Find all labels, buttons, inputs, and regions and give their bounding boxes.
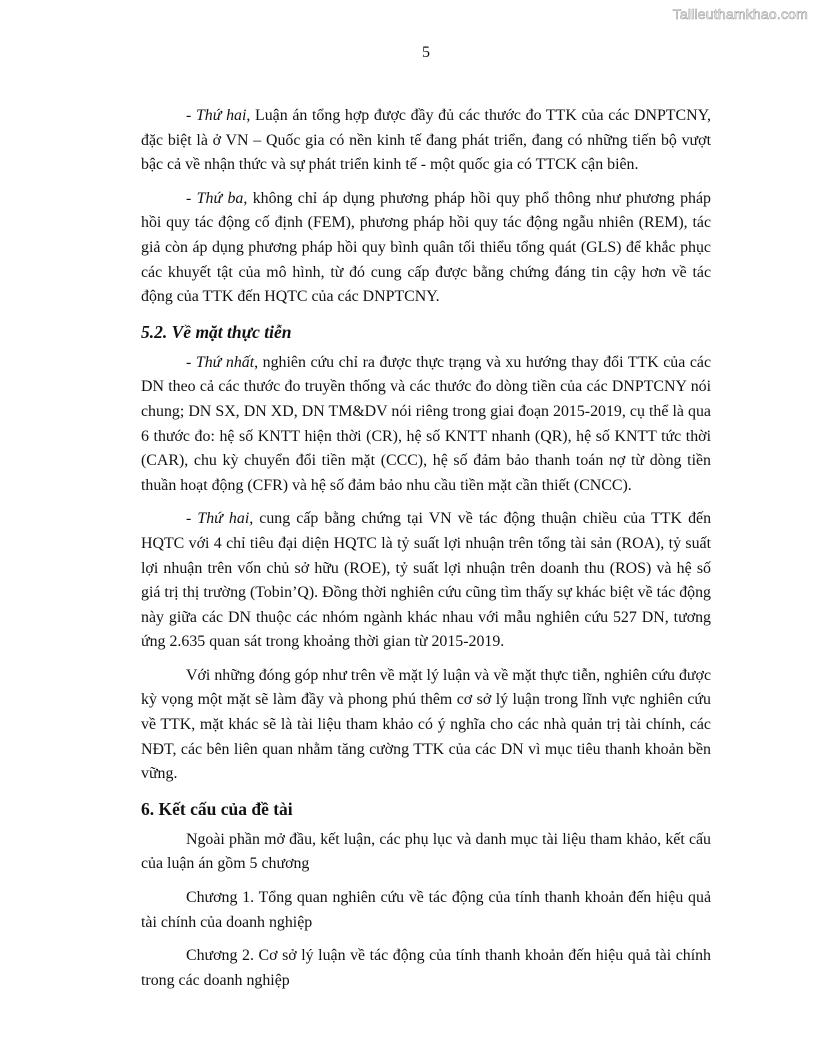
paragraph-thu-nhat: - Thứ nhất, nghiên cứu chỉ ra được thực trạng và xu hướng thay đổi TTK của các DN theo cả các thước đo truyền thống và các thước đo dòng tiền của các DNPTCNY nói chung; DN SX, DN XD, DN TM&DV nói riêng trong giai đoạn 2015-2019, cụ thể là qua 6 thước đo: hệ số KNTT hiện thời (CR), hệ số KNTT nhanh (QR), hệ số KNTT tức thời (CAR), chu kỳ chuyển đổi tiền mặt (CCC), hệ số đảm bảo thanh toán nợ từ dòng tiền thuần hoạt động (CFR) và hệ số đảm bảo nhu cầu tiền mặt cần thiết (CNCC). [141, 353, 711, 494]
paragraph-ket-cau: Ngoài phần mở đầu, kết luận, các phụ lục và danh mục tài liệu tham khảo, kết cấu của luận án gồm 5 chương [141, 830, 711, 873]
paragraph-lead: Thứ nhất [195, 353, 255, 371]
paragraph-lead: Thứ hai [195, 107, 247, 124]
paragraph-lead: Thứ ba [196, 189, 244, 207]
paragraph-text: , không chỉ áp dụng phương pháp hồi quy phổ thông như phương pháp hồi quy tác động cố định (FEM), phương pháp hồi quy tác động ngẫu nhiên (REM), tác giả còn áp dụng phương pháp hồi quy bình quân tối thiểu tổng quát (GLS) để khắc phục các khuyết tật của mô hình, từ đó cung cấp được bằng chứng đáng tin cậy hơn về tác động của TTK đến HQTC của các DNPTCNY. [141, 189, 711, 306]
paragraph-text: cung cấp bằng chứng tại VN về tác động thuận chiều của TTK đến HQTC với 4 chỉ tiêu đại diện HQTC là tỷ suất lợi nhuận trên tổng tài sản (ROA), tỷ suất lợi nhuận trên vốn chủ sở hữu (ROE), tỷ suất lợi nhuận trên doanh thu (ROS) và hệ số giá trị thị trường (Tobin’Q). Đồng thời nghiên cứu cũng tìm thấy sự khác biệt về tác động này giữa các DN thuộc các nhóm ngành khác nhau với mẫu nghiên cứu 527 DN, tương ứng 2.635 quan sát trong khoảng thời gian từ 2015-2019. [141, 510, 712, 651]
paragraph-chuong-2: Chương 2. Cơ sở lý luận về tác động của tính thanh khoản đến hiệu quả tài chính trong các doanh nghiệp [141, 947, 711, 989]
page-number: 5 [422, 44, 430, 61]
paragraph-chuong-1: Chương 1. Tổng quan nghiên cứu về tác động của tính thanh khoản đến hiệu quả tài chính của doanh nghiệp [141, 889, 711, 931]
paragraph-thu-hai-ly-luan: - Thứ hai, Luận án tổng hợp được đầy đủ các thước đo TTK của các DNPTCNY, đặc biệt là ở VN – Quốc gia có nền kinh tế đang phát triển, đang có những tiến bộ vượt bậc cả về nhận thức và sự phát triển kinh tế - một quốc gia có TTCK cận biên. [141, 107, 711, 174]
paragraph-dong-gop: Với những đóng góp như trên về mặt lý luận và về mặt thực tiễn, nghiên cứu được kỳ vọng một mặt sẽ làm đầy và phong phú thêm cơ sở lý luận trong lĩnh vực nghiên cứu về TTK, mặt khác sẽ là tài liệu tham khảo có ý nghĩa cho các nhà quản trị tài chính, các NĐT, các bên liên quan nhằm tăng cường TTK của các DN vì mục tiêu thanh khoản bền vững. [141, 666, 711, 783]
paragraph-thu-hai-thuc-tien: - Thứ hai, cung cấp bằng chứng tại VN về tác động thuận chiều của TTK đến HQTC với 4 chỉ tiêu đại diện HQTC là tỷ suất lợi nhuận trên tổng tài sản (ROA), tỷ suất lợi nhuận trên vốn chủ sở hữu (ROE), tỷ suất lợi nhuận trên doanh thu (ROS) và hệ số giá trị thị trường (Tobin’Q). Đồng thời nghiên cứu cũng tìm thấy sự khác biệt về tác động này giữa các DN thuộc các nhóm ngành khác nhau với mẫu nghiên cứu 527 DN, tương ứng 2.635 quan sát trong khoảng thời gian từ 2015-2019. [141, 510, 712, 651]
paragraph-text: , nghiên cứu chỉ ra được thực trạng và xu hướng thay đổi TTK của các DN theo cả các thước đo truyền thống và các thước đo dòng tiền của các DNPTCNY nói chung; DN SX, DN XD, DN TM&DV nói riêng trong giai đoạn 2015-2019, cụ thể là qua 6 thước đo: hệ số KNTT hiện thời (CR), hệ số KNTT nhanh (QR), hệ số KNTT tức thời (CAR), chu kỳ chuyển đổi tiền mặt (CCC), hệ số đảm bảo thanh toán nợ từ dòng tiền thuần hoạt động (CFR) và hệ số đảm bảo nhu cầu tiền mặt cần thiết (CNCC). [141, 353, 711, 494]
section-heading-6: 6. Kết cấu của đề tài [141, 798, 293, 819]
section-heading-5-2: 5.2. Về mặt thực tiễn [141, 321, 292, 342]
paragraph-text: , Luận án tổng hợp được đầy đủ các thước đo TTK của các DNPTCNY, đặc biệt là ở VN – Quốc gia có nền kinh tế đang phát triển, đang có những tiến bộ vượt bậc cả về nhận thức và sự phát triển kinh tế - một quốc gia có TTCK cận biên. [141, 107, 711, 174]
watermark: Tailieuthamkhao.com [672, 6, 808, 22]
paragraph-thu-ba: - Thứ ba, không chỉ áp dụng phương pháp hồi quy phổ thông như phương pháp hồi quy tác động cố định (FEM), phương pháp hồi quy tác động ngẫu nhiên (REM), tác giả còn áp dụng phương pháp hồi quy bình quân tối thiểu tổng quát (GLS) để khắc phục các khuyết tật của mô hình, từ đó cung cấp được bằng chứng đáng tin cậy hơn về tác động của TTK đến HQTC của các DNPTCNY. [141, 189, 711, 306]
paragraph-lead: Thứ hai, [197, 510, 254, 528]
document-body [141, 104, 711, 1002]
